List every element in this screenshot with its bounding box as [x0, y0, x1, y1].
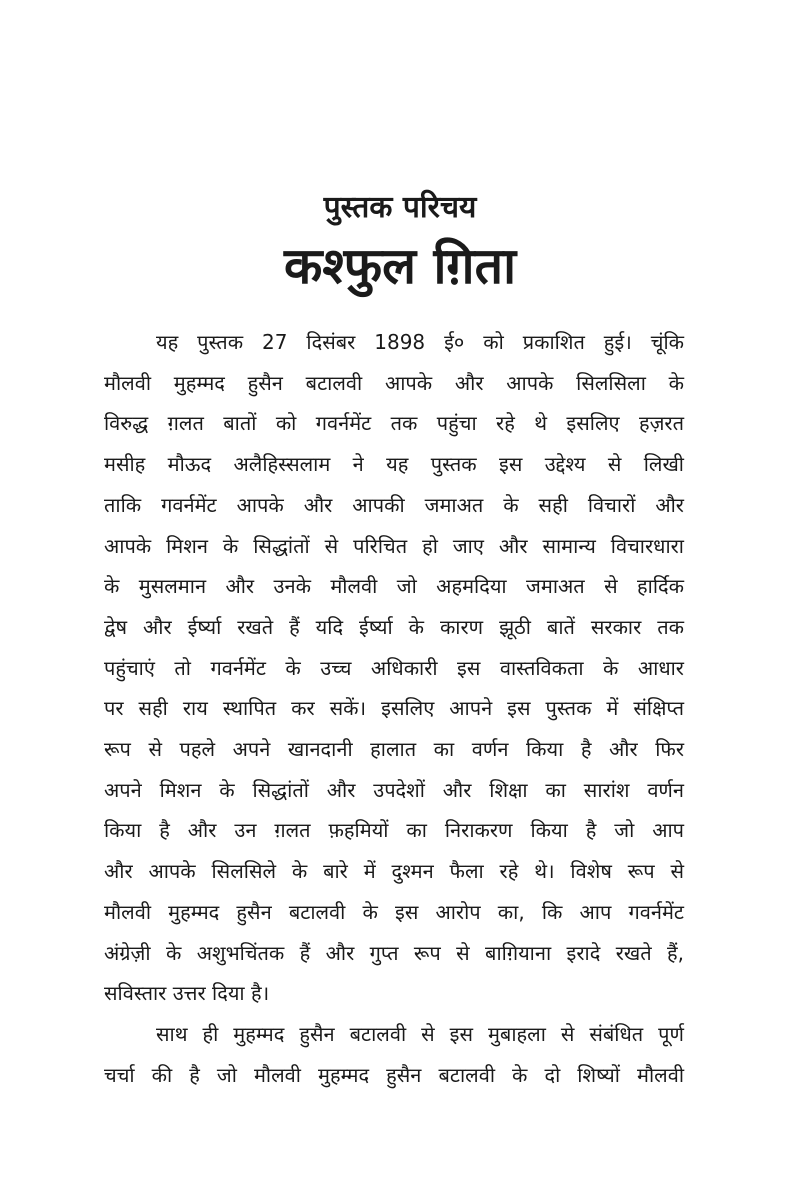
text-line: विरुद्ध ग़लत बातों को गवर्नमेंट तक पहुंचा रहे थे इसलिए हज़रत — [104, 411, 684, 436]
text-line: अपने मिशन के सिद्धांतों और उपदेशों और शिक्षा का सारांश वर्णन — [104, 777, 684, 802]
text-line: पर सही राय स्थापित कर सकें। इसलिए आपने इस पुस्तक में संक्षिप्त — [104, 696, 684, 721]
page-subtitle: पुस्तक परिचय — [323, 190, 477, 225]
text-line: मौलवी मुहम्मद हुसैन बटालवी के इस आरोप का, कि आप गवर्नमेंट — [104, 899, 684, 924]
text-line: द्वेष और ईर्ष्या रखते हैं यदि ईर्ष्या के कारण झूठी बातें सरकार तक — [104, 614, 684, 639]
text-line: के मुसलमान और उनके मौलवी जो अहमदिया जमाअत से हार्दिक — [104, 574, 684, 599]
text-line: यह पुस्तक 27 दिसंबर 1898 ई० को प्रकाशित हुई। चूंकि — [156, 330, 684, 354]
paragraph-1 — [104, 322, 684, 1014]
text-line: चर्चा की है जो मौलवी मुहम्मद हुसैन बटालवी के दो शिष्यों मौलवी — [104, 1062, 684, 1087]
text-line: आपके मिशन के सिद्धांतों से परिचित हो जाए और सामान्य विचारधारा — [104, 533, 684, 558]
text-line: किया है और उन ग़लत फ़हमियों का निराकरण किया है जो आप — [104, 818, 684, 843]
text-line: मसीह मौऊद अलैहिस्सलाम ने यह पुस्तक इस उद्देश्य से लिखी — [104, 452, 684, 477]
text-line: मौलवी मुहम्मद हुसैन बटालवी आपके और आपके सिलसिला के — [104, 370, 684, 395]
text-line: साथ ही मुहम्मद हुसैन बटालवी से इस मुबाहला से संबंधित पूर्ण — [156, 1021, 684, 1046]
paragraph-2 — [104, 1014, 684, 1095]
text-line: रूप से पहले अपने खानदानी हालात का वर्णन किया है और फिर — [104, 737, 684, 762]
text-line: ताकि गवर्नमेंट आपके और आपकी जमाअत के सही विचारों और — [104, 492, 684, 517]
text-line: सविस्तार उत्तर दिया है। — [104, 981, 270, 1006]
body-text — [104, 322, 684, 1095]
page-title: कश्फुल ग़िता — [283, 237, 517, 295]
text-line: अंग्रेज़ी के अशुभचिंतक हैं और गुप्त रूप से बाग़ियाना इरादे रखते हैं, — [104, 940, 684, 965]
text-line: पहुंचाएं तो गवर्नमेंट के उच्च अधिकारी इस वास्तविकता के आधार — [104, 655, 684, 680]
text-line: और आपके सिलसिले के बारे में दुश्मन फैला रहे थे। विशेष रूप से — [104, 859, 684, 884]
